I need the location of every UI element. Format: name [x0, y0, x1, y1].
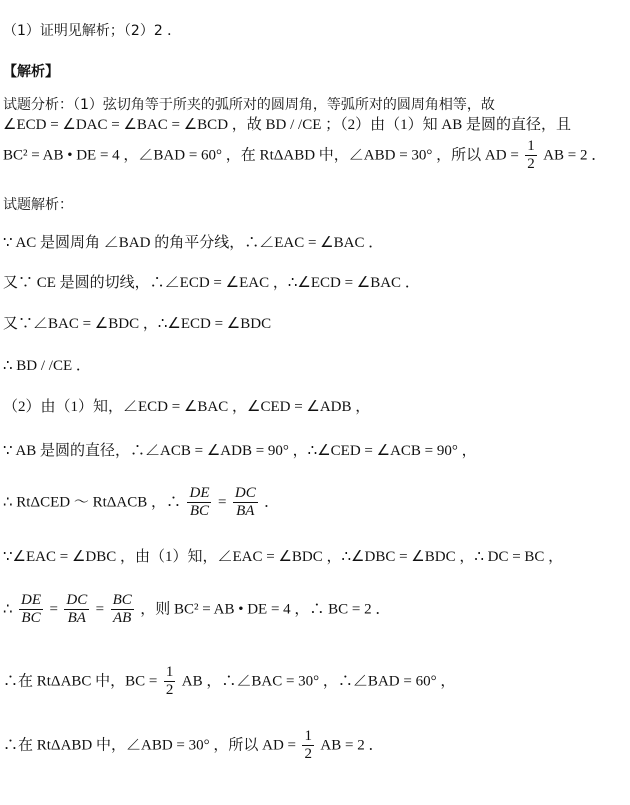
step-7-f2-den: BA	[236, 503, 255, 519]
step-10a: ∴在 RtΔABC 中，BC =	[3, 673, 158, 690]
analysis-frac-den: 2	[527, 156, 535, 172]
step-10-fraction	[164, 664, 176, 699]
step-2: 又∵ CE 是圆的切线，∴∠ECD = ∠EAC ，∴∠ECD = ∠BAC ．	[3, 275, 420, 291]
section-heading: 【解析】	[3, 64, 59, 80]
analysis-line-3b: AB = 2 ．	[543, 147, 607, 164]
analysis-line-2: ∠ECD = ∠DAC = ∠BAC = ∠BCD ，故 BD / /CE ；（2）由（1）知 AB 是圆的直径，且	[3, 117, 571, 133]
solution-label: 试题解析：	[3, 197, 73, 213]
step-4: ∴ BD / /CE ．	[3, 358, 91, 374]
step-1: ∵ AC 是圆周角 ∠BAD 的角平分线，∴∠EAC = ∠BAC ．	[3, 235, 384, 251]
analysis-line-3	[3, 138, 606, 173]
step-7-f2-num: DC	[234, 485, 256, 501]
analysis-frac-num: 1	[527, 138, 535, 154]
step-9-fraction-1	[19, 592, 43, 627]
step-10-f-num: 1	[165, 664, 174, 680]
step-9	[3, 592, 390, 627]
analysis-fraction	[525, 138, 537, 173]
step-7b: ．	[264, 494, 280, 511]
step-7a: ∴ RtΔCED ～ RtΔACB ，∴	[3, 494, 182, 511]
step-10b: AB ，∴∠BAC = 30° ，∴∠BAD = 60° ，	[181, 673, 456, 690]
step-11a: ∴在 RtΔABD 中，∠ABD = 30° ，所以 AD =	[3, 737, 296, 754]
step-9a: ∴	[3, 601, 13, 618]
step-9-f2-num: DC	[66, 592, 88, 608]
step-7-f1-den: BC	[189, 503, 210, 519]
analysis-line-1: 试题分析：（1）弦切角等于所夹的弧所对的圆周角，等弧所对的圆周角相等，故	[3, 97, 495, 113]
step-7-equals: =	[217, 494, 227, 511]
step-10-f-den: 2	[165, 682, 174, 698]
step-9b: ，则 BC² = AB • DE = 4 ，∴ BC = 2 ．	[140, 601, 391, 618]
step-5: （2）由（1）知，∠ECD = ∠BAC ，∠CED = ∠ADB ，	[3, 399, 371, 415]
step-11-f-num: 1	[304, 728, 312, 744]
step-7-f1-num: DE	[189, 485, 210, 501]
step-7-fraction-1	[187, 485, 211, 520]
analysis-line-3a: BC² = AB • DE = 4 ，∠BAD = 60° ，在 RtΔABD 中，∠ABD = 30° ，所以 AD =	[3, 147, 519, 164]
step-10	[3, 664, 455, 699]
step-7-fraction-2	[233, 485, 258, 520]
step-11b: AB = 2 ．	[320, 737, 384, 754]
step-9-equals-1: =	[49, 601, 58, 618]
step-11-f-den: 2	[304, 746, 312, 762]
step-3: 又∵∠BAC = ∠BDC ，∴∠ECD = ∠BDC	[3, 316, 272, 332]
step-9-f3-num: BC	[112, 592, 132, 608]
step-9-f3-den: AB	[113, 610, 132, 626]
step-9-equals-2: =	[95, 601, 105, 618]
step-9-fraction-2	[64, 592, 89, 627]
step-6: ∵ AB 是圆的直径，∴∠ACB = ∠ADB = 90° ，∴∠CED = ∠ACB = 90° ，	[3, 443, 477, 459]
answer-line: （1）证明见解析；（2）2 ．	[3, 23, 182, 39]
step-11-fraction	[302, 728, 314, 763]
step-9-f1-num: DE	[21, 592, 41, 608]
step-9-fraction-3	[111, 592, 134, 627]
step-11	[3, 728, 383, 763]
step-9-f2-den: BA	[67, 610, 86, 626]
step-9-f1-den: BC	[21, 610, 41, 626]
step-8: ∵∠EAC = ∠DBC ，由（1）知，∠EAC = ∠BDC ，∴∠DBC = ∠BDC ，∴ DC = BC ，	[3, 549, 564, 565]
step-7	[3, 485, 279, 520]
